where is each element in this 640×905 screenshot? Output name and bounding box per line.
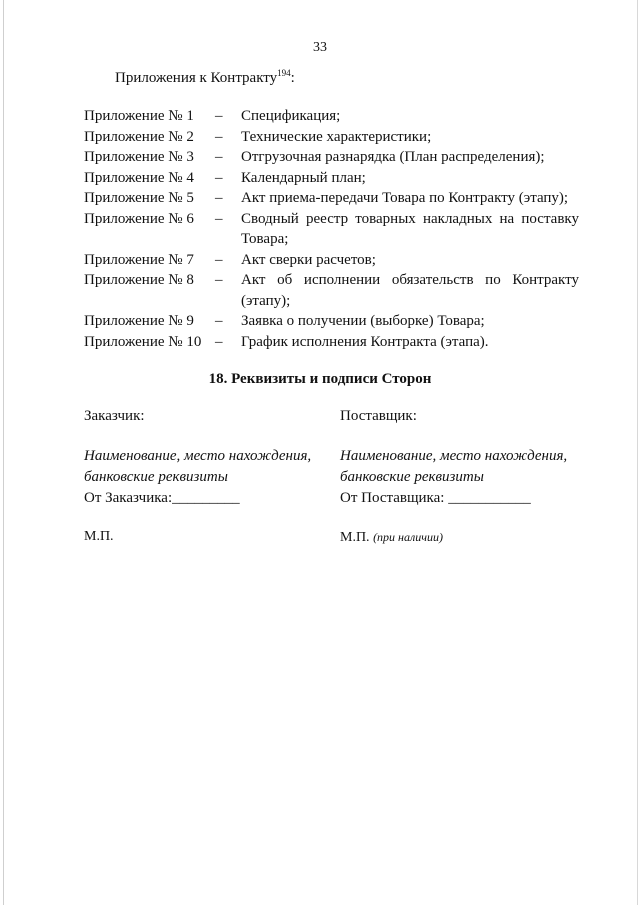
appendix-dash: – <box>215 149 223 165</box>
customer-block <box>84 406 324 547</box>
appendix-title: Технические характеристики; <box>241 128 432 145</box>
appendix-number: Приложение № 1 <box>84 108 194 124</box>
appendix-title: Сводный реестр товарных накладных на поставку Товара; <box>241 210 579 247</box>
appendix-dash: – <box>215 313 223 329</box>
appendix-row <box>84 147 579 168</box>
customer-signature-line: От Заказчика:_________ <box>84 490 240 506</box>
appendix-number: Приложение № 6 <box>84 210 194 227</box>
customer-seal: М.П. <box>84 529 114 544</box>
footnote-ref: 194 <box>277 68 291 78</box>
customer-role: Заказчик: <box>84 408 145 424</box>
appendix-dash: – <box>215 251 223 268</box>
appendix-number: Приложение № 3 <box>84 149 194 165</box>
appendix-number: Приложение № 5 <box>84 190 194 206</box>
appendix-number: Приложение № 2 <box>84 128 194 145</box>
appendix-title: Спецификация; <box>241 108 341 124</box>
appendix-row <box>84 250 579 271</box>
appendix-row <box>84 270 579 311</box>
appendix-row <box>84 332 579 353</box>
appendix-number: Приложение № 9 <box>84 313 194 329</box>
page-number: 33 <box>313 40 327 55</box>
supplier-details-line2: банковские реквизиты <box>340 469 484 485</box>
supplier-seal-note: (при наличии) <box>373 530 443 544</box>
supplier-role: Поставщик: <box>340 408 417 424</box>
appendix-title: Отгрузочная разнарядка (План распределения); <box>241 149 545 165</box>
appendix-row <box>84 188 579 209</box>
section-title: 18. Реквизиты и подписи Сторон <box>208 371 432 387</box>
appendix-dash: – <box>215 169 223 186</box>
supplier-block <box>340 406 600 548</box>
appendix-dash: – <box>215 128 223 145</box>
appendix-title: Календарный план; <box>241 169 366 186</box>
supplier-seal <box>340 527 600 548</box>
page-edge-right <box>637 0 638 905</box>
appendix-list <box>84 106 579 352</box>
appendix-dash: – <box>215 333 223 350</box>
appendix-title: График исполнения Контракта (этапа). <box>241 333 489 350</box>
appendices-intro-text: Приложения к Контракту <box>115 70 278 86</box>
appendix-row <box>84 209 579 250</box>
supplier-seal-label: М.П. <box>340 530 370 545</box>
appendix-number: Приложение № 4 <box>84 169 194 186</box>
appendices-intro-suffix: : <box>290 70 295 86</box>
appendices-intro <box>115 68 295 87</box>
appendix-number: Приложение № 8 <box>84 272 194 288</box>
appendix-number: Приложение № 7 <box>84 251 194 268</box>
supplier-signature-line: От Поставщика: ___________ <box>340 490 531 506</box>
supplier-details <box>340 446 600 488</box>
appendix-dash: – <box>215 108 223 124</box>
appendix-row <box>84 311 579 332</box>
appendix-dash: – <box>215 272 223 288</box>
appendix-dash: – <box>215 210 223 227</box>
appendix-title: Заявка о получении (выборке) Товара; <box>241 313 485 329</box>
appendix-title: Акт об исполнении обязательств по Контракту (этапу); <box>241 272 579 309</box>
appendix-row <box>84 127 579 148</box>
customer-details-line1: Наименование, место нахождения, <box>84 448 312 464</box>
appendix-title: Акт приема-передачи Товара по Контракту (этапу); <box>241 190 569 206</box>
appendix-number: Приложение № 10 <box>84 333 202 350</box>
customer-details-line2: банковские реквизиты <box>84 469 228 485</box>
appendix-dash: – <box>215 190 223 206</box>
supplier-details-line1: Наименование, место нахождения, <box>340 448 568 464</box>
customer-details <box>84 446 324 488</box>
appendix-title: Акт сверки расчетов; <box>241 251 376 268</box>
page-edge-left <box>3 0 4 905</box>
appendix-row <box>84 106 579 127</box>
appendix-row <box>84 168 579 189</box>
